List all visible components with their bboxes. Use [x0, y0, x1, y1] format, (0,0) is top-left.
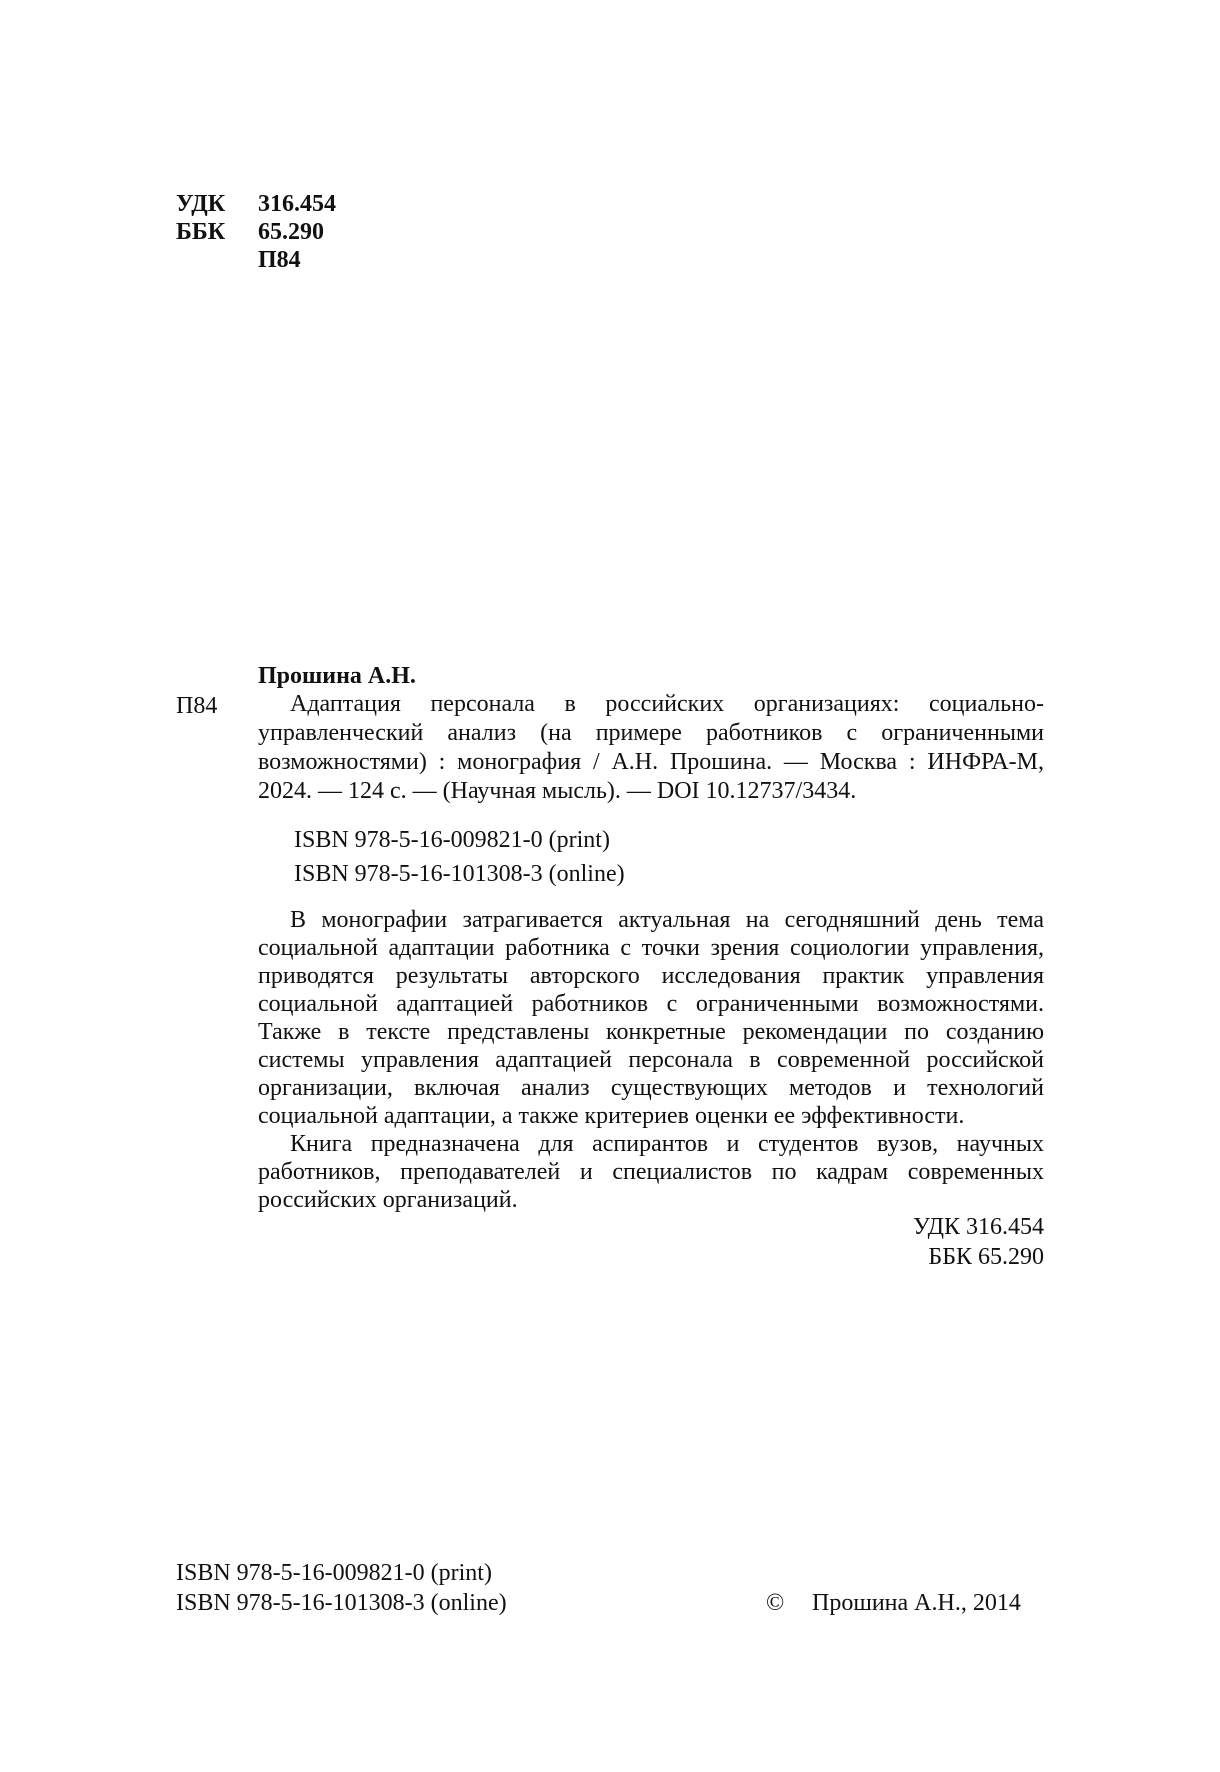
author-heading: Прошина А.Н.	[258, 663, 416, 689]
card-bbk: ББК 65.290	[928, 1244, 1044, 1270]
bbk-row	[176, 218, 324, 246]
bbk-value: 65.290	[258, 219, 324, 245]
copyright-symbol: ©	[766, 1590, 785, 1616]
card-codes	[744, 1212, 1044, 1272]
bbk-label: ББК	[176, 219, 226, 245]
card-author-sign: П84	[176, 693, 218, 719]
abstract-paragraph-1: В монографии затрагивается актуальная на сегодняшний день тема социальной адаптации работника с точки зрения социологии управления, приводятся результаты авторского исследования практик управления социальной адаптацией работников с ограниченными возможностями. Также в тексте представлены конкретные рекомендации по созданию системы управления адаптацией персонала в современной российской организации, включая анализ существующих методов и технологий социальной адаптации, а также критериев оценки ее эффективности.	[258, 907, 1044, 1129]
abstract	[258, 906, 1044, 1214]
card-isbn-online: ISBN 978-5-16-101308-3 (online)	[294, 861, 625, 887]
udk-row	[176, 190, 336, 218]
udk-value: 316.454	[258, 191, 336, 217]
card-isbn-print: ISBN 978-5-16-009821-0 (print)	[294, 827, 610, 853]
author-sign-top: П84	[258, 247, 301, 273]
footer-isbn-online: ISBN 978-5-16-101308-3 (online)	[176, 1590, 507, 1616]
footer-isbn-print: ISBN 978-5-16-009821-0 (print)	[176, 1560, 492, 1586]
abstract-paragraph-2: Книга предназначена для аспирантов и студентов вузов, научных работников, преподавателей и специалистов по кадрам современных российских организаций.	[258, 1131, 1044, 1213]
card-udk: УДК 316.454	[913, 1214, 1044, 1240]
copyright-text: Прошина А.Н., 2014	[812, 1590, 1021, 1616]
footer-isbn-block	[176, 1558, 507, 1618]
bibliographic-description: Адаптация персонала в российских организациях: социально-управленческий анализ (на примере работников с ограниченными возможностями) : монография / А.Н. Прошина. — Москва : ИНФРА-М, 2024. — 124 с. — (Научная мысль). — DOI 10.12737/3434.	[258, 691, 1044, 804]
udk-label: УДК	[176, 191, 226, 217]
copyright	[766, 1588, 1021, 1618]
